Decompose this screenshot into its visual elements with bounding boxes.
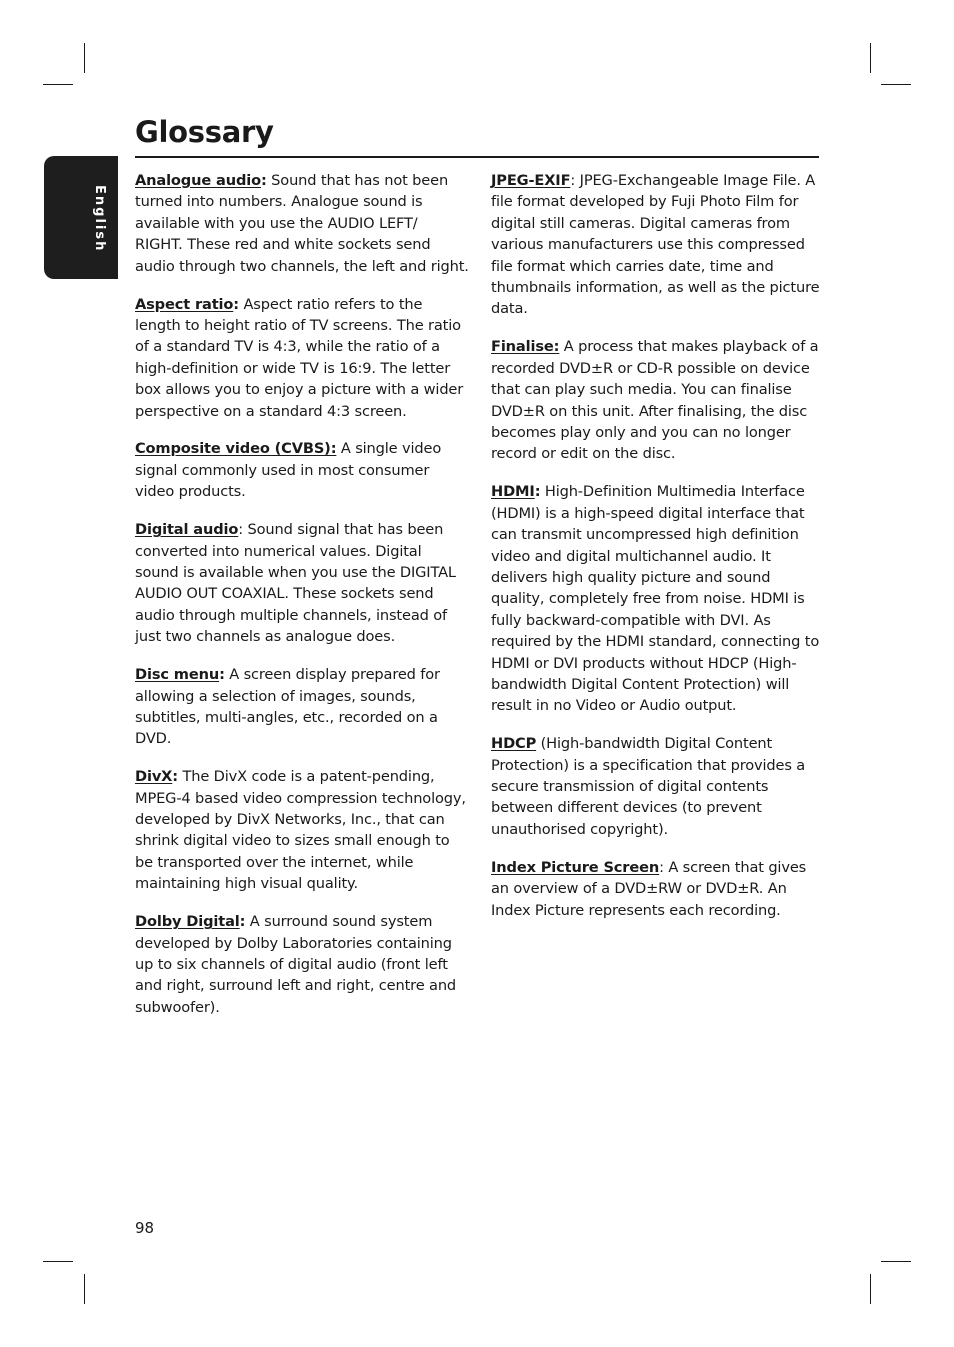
glossary-term: Dolby Digital <box>135 913 240 931</box>
glossary-definition: The DivX code is a patent-pending, MPEG-4 based video compression technology, developed by DivX Networks, Inc., that can shrink digital video to sizes small enough to be transported over the internet, while maintaining high visual quality. <box>135 768 466 893</box>
glossary-entry-analogue-audio <box>135 170 469 277</box>
term-separator: : <box>172 768 178 786</box>
page-title: Glossary <box>135 115 274 149</box>
crop-mark <box>881 84 911 85</box>
glossary-entry-aspect-ratio <box>135 294 469 422</box>
glossary-term: JPEG-EXIF <box>491 172 571 189</box>
language-tab-label: English <box>92 185 107 253</box>
glossary-right-column <box>491 170 822 938</box>
glossary-definition: JPEG-Exchangeable Image File. A file format developed by Fuji Photo Film for digital still cameras. Digital cameras from various manufacturers use this compressed file format which carries date, time and thumbnails information, as well as the picture data. <box>491 172 820 318</box>
title-rule <box>135 156 819 158</box>
term-separator: : <box>239 913 246 931</box>
glossary-term: HDCP <box>491 735 537 753</box>
term-separator: : <box>261 172 267 189</box>
term-separator: : <box>570 172 576 189</box>
glossary-term: Disc menu <box>135 666 220 684</box>
glossary-term: Aspect ratio <box>135 295 234 313</box>
glossary-entry-jpeg-exif <box>491 170 822 320</box>
glossary-entry-composite-video <box>135 438 469 502</box>
glossary-term: Finalise: <box>491 338 560 356</box>
glossary-term: Analogue audio <box>135 172 261 189</box>
glossary-entry-dolby-digital <box>135 911 469 1018</box>
crop-mark <box>43 84 73 85</box>
glossary-term: DivX <box>135 768 173 786</box>
glossary-entry-finalise <box>491 336 822 464</box>
crop-mark <box>870 43 871 73</box>
glossary-entry-digital-audio <box>135 519 469 647</box>
language-tab <box>44 156 118 279</box>
glossary-definition: A single video signal commonly used in most consumer video products. <box>135 440 442 501</box>
glossary-definition: A screen that gives an overview of a DVD±RW or DVD±R. An Index Picture represents each recording. <box>491 858 807 919</box>
crop-mark <box>870 1274 871 1304</box>
glossary-entry-disc-menu <box>135 664 469 750</box>
glossary-term: Digital audio <box>135 521 239 539</box>
term-separator: : <box>233 295 239 313</box>
glossary-left-column <box>135 170 469 1035</box>
glossary-entry-hdmi <box>491 481 822 716</box>
glossary-definition: Aspect ratio refers to the length to height ratio of TV screens. The ratio of a standard TV is 4:3, while the ratio of a high-definition or wide TV is 16:9. The letter box allows you to enjoy a picture with a wider perspective on a standard 4:3 screen. <box>135 295 464 420</box>
glossary-definition: A screen display prepared for allowing a selection of images, sounds, subtitles, multi-angles, etc., recorded on a DVD. <box>135 666 440 748</box>
glossary-definition: (High-bandwidth Digital Content Protection) is a specification that provides a secure transmission of digital contents between different devices (to prevent unauthorised copyright). <box>491 735 806 838</box>
glossary-term: Composite video (CVBS): <box>135 440 337 458</box>
glossary-entry-hdcp <box>491 733 822 840</box>
glossary-term: HDMI <box>491 483 535 501</box>
term-separator: : <box>534 483 541 501</box>
crop-mark <box>881 1261 911 1262</box>
glossary-definition: A surround sound system developed by Dolby Laboratories containing up to six channels of digital audio (front left and right, surround left and right, centre and subwoofer). <box>135 913 457 1016</box>
crop-mark <box>84 1274 85 1304</box>
glossary-definition: Sound that has not been turned into numbers. Analogue sound is available with you use the AUDIO LEFT/ RIGHT. These red and white sockets send audio through two channels, the left and right. <box>135 172 469 275</box>
crop-mark <box>43 1261 73 1262</box>
term-separator: : <box>659 858 664 876</box>
glossary-definition: A process that makes playback of a recorded DVD±R or CD-R possible on device that can play such media. You can finalise DVD±R on this unit. After finalising, the disc becomes play only and you can no longer record or edit on the disc. <box>491 338 819 463</box>
glossary-definition: High-Definition Multimedia Interface (HDMI) is a high-speed digital interface that can transmit uncompressed high definition video and digital multichannel audio. It delivers high quality picture and sound quality, completely free from noise. HDMI is fully backward-compatible with DVI. As required by the HDMI standard, connecting to HDMI or DVI products without HDCP (High-bandwidth Digital Content Protection) will result in no Video or Audio output. <box>491 483 820 715</box>
glossary-entry-divx <box>135 766 469 894</box>
glossary-term: Index Picture Screen <box>491 858 660 876</box>
glossary-entry-index-picture-screen <box>491 857 822 921</box>
glossary-definition: Sound signal that has been converted into numerical values. Digital sound is available when you use the DIGITAL AUDIO OUT COAXIAL. These sockets send audio through multiple channels, instead of just two channels as analogue does. <box>135 521 456 646</box>
page-number: 98 <box>135 1219 155 1237</box>
term-separator: : <box>219 666 225 684</box>
term-separator: : <box>238 521 244 539</box>
crop-mark <box>84 43 85 73</box>
